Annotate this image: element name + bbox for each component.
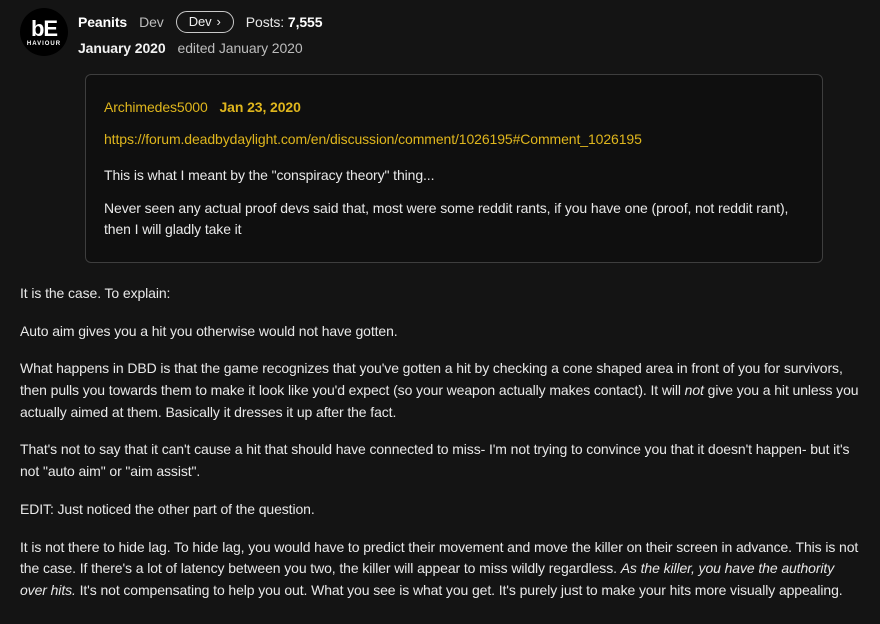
quote-paragraph: This is what I meant by the "conspiracy theory" thing... — [104, 167, 435, 183]
avatar[interactable] — [20, 8, 68, 56]
post-content — [20, 283, 860, 602]
behaviour-logo-subtext: HAVIOUR — [26, 40, 62, 47]
edited-label: edited January 2020 — [177, 40, 303, 56]
post-paragraph: It is the case. To explain: — [20, 285, 171, 301]
dev-rank-badge-label: Dev — [188, 14, 212, 29]
dev-rank-badge[interactable] — [176, 11, 234, 33]
user-role-label: Dev — [139, 14, 164, 30]
post-date-link[interactable]: January 2020 — [78, 40, 166, 56]
quote-date: Jan 23, 2020 — [219, 99, 301, 115]
post-header — [20, 8, 860, 56]
chevron-right-icon: › — [216, 14, 221, 29]
quote-header — [104, 99, 804, 115]
quote-permalink[interactable]: https://forum.deadbydaylight.com/en/discussion/comment/1026195#Comment_1026195 — [104, 131, 642, 147]
behaviour-logo — [20, 8, 68, 56]
username-link[interactable]: Peanits — [78, 14, 128, 30]
posts-count-group — [246, 14, 323, 30]
quote-author-link[interactable]: Archimedes5000 — [104, 99, 208, 115]
post-header-text — [78, 8, 322, 56]
post-paragraph: EDIT: Just noticed the other part of the question. — [20, 500, 315, 517]
behaviour-logo-text: bE — [30, 15, 58, 41]
post-paragraph: What happens in DBD is that the game recognizes that you've gotten a hit by checking a cone shaped area in front of you for survivors, then pulls you towards them to make it look like you'd expect (so your weapon actually makes contact). It will not give you a hit unless you actually aimed at them. Basically it dresses it up after the fact. — [20, 360, 859, 420]
post-paragraph: It is not there to hide lag. To hide lag, you would have to predict their movement and move the killer on their screen in advance. This is not the case. If there's a lot of latency between you two, the killer will appear to miss wildly regardless. As the killer, you have the authority over hits. It's not compensating to help you out. What you see is what you get. It's purely just to make your hits more visually appealing. — [20, 538, 859, 598]
quote-paragraph: Never seen any actual proof devs said that, most were some reddit rants, if you have one (proof, not reddit rant), then I will gladly take it — [104, 200, 789, 237]
posts-label: Posts: — [245, 14, 285, 30]
post-paragraph: That's not to say that it can't cause a hit that should have connected to miss- I'm not trying to convince you that it doesn't happen- but it's not "auto aim" or "aim assist". — [20, 441, 850, 480]
post-paragraph: Auto aim gives you a hit you otherwise would not have gotten. — [20, 322, 398, 339]
posts-count: 7,555 — [287, 14, 323, 30]
post-header-row-1 — [78, 11, 322, 33]
quote-block — [85, 74, 823, 263]
post-header-row-2 — [78, 40, 322, 56]
